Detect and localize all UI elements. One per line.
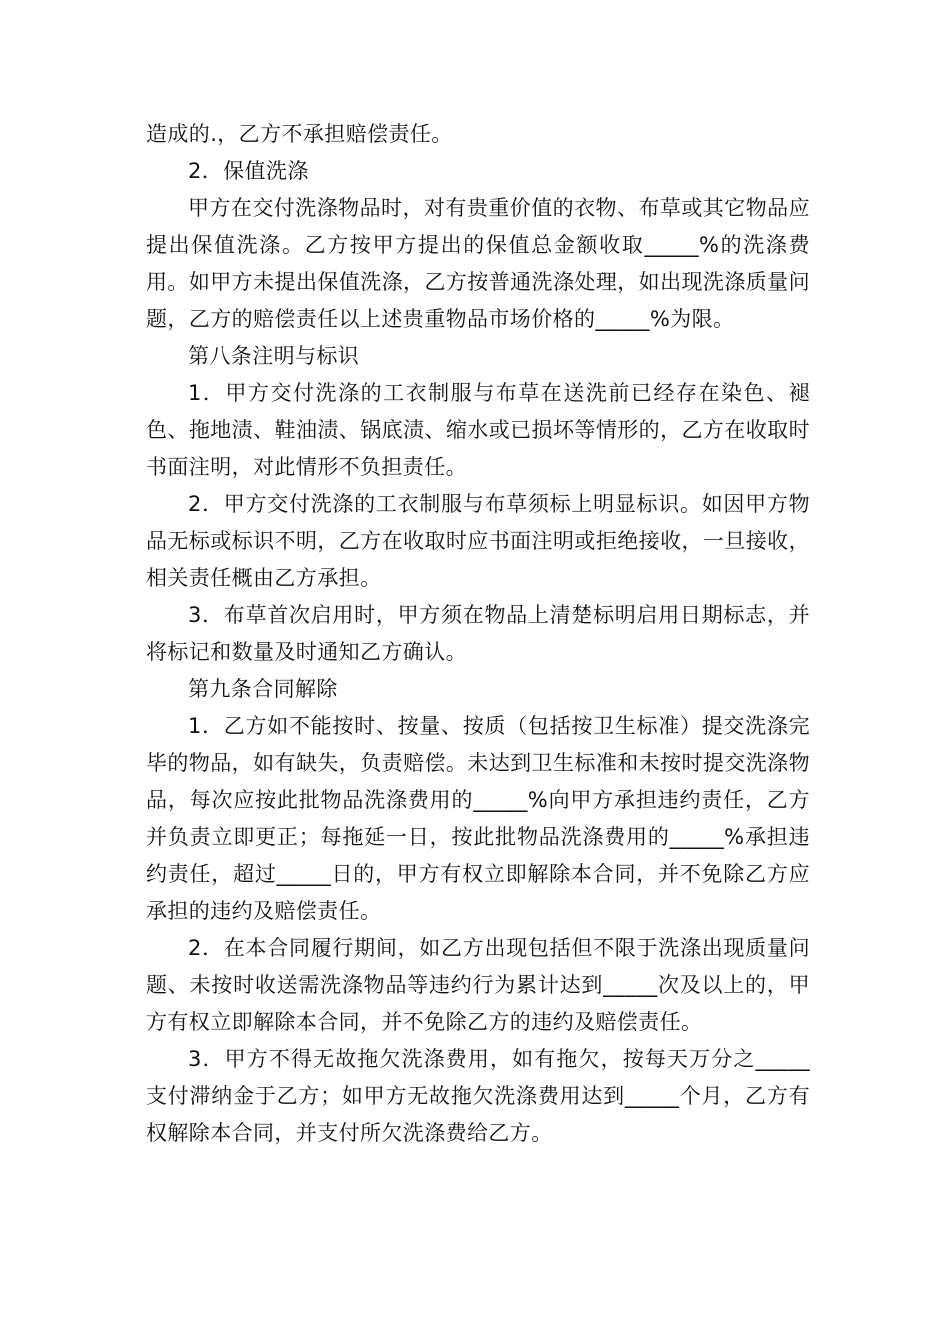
paragraph-8-2: 2．甲方交付洗涤的工衣制服与布草须标上明显标识。如因甲方物品无标或标识不明，乙方在收取时应书面注明或拒绝接收，一旦接收，相关责任概由乙方承担。 [146,492,810,590]
clause-heading-value-washing: 2．保值洗涤 [188,159,309,183]
paragraph-8-3: 3．布草首次启用时，甲方须在物品上清楚标明启用日期标志，并将标记和数量及时通知乙方确认。 [146,603,810,664]
paragraph-continuation: 造成的.，乙方不承担赔偿责任。 [146,122,453,146]
paragraph-9-3: 3．甲方不得无故拖欠洗涤费用，如有拖欠，按每天万分之_____支付滞纳金于乙方；如甲方无故拖欠洗涤费用达到_____个月，乙方有权解除本合同，并支付所欠洗涤费给乙方。 [146,1047,810,1145]
document-body [146,116,810,1152]
paragraph-9-2: 2．在本合同履行期间，如乙方出现包括但不限于洗涤出现质量问题、未按时收送需洗涤物品等违约行为累计达到_____次及以上的，甲方有权立即解除本合同，并不免除乙方的违约及赔偿责任。 [146,936,810,1034]
article-heading-8: 第八条注明与标识 [188,344,360,368]
paragraph-8-1: 1．甲方交付洗涤的工衣制服与布草在送洗前已经存在染色、褪色、拖地渍、鞋油渍、锅底渍、缩水或已损坏等情形的，乙方在收取时书面注明，对此情形不负担责任。 [146,381,810,479]
article-heading-9: 第九条合同解除 [188,677,338,701]
paragraph-9-1: 1．乙方如不能按时、按量、按质（包括按卫生标准）提交洗涤完毕的物品，如有缺失，负责赔偿。未达到卫生标准和未按时提交洗涤物品，每次应按此批物品洗涤费用的_____%向甲方承担违约责任，乙方并负责立即更正；每拖延一日，按此批物品洗涤费用的_____%承担违约责任，超过_____日的，甲方有权立即解除本合同，并不免除乙方应承担的违约及赔偿责任。 [146,714,810,923]
paragraph-value-washing: 甲方在交付洗涤物品时，对有贵重价值的衣物、布草或其它物品应提出保值洗涤。乙方按甲方提出的保值总金额收取_____%的洗涤费用。如甲方未提出保值洗涤，乙方按普通洗涤处理，如出现洗涤质量问题，乙方的赔偿责任以上述贵重物品市场价格的_____%为限。 [146,196,810,331]
